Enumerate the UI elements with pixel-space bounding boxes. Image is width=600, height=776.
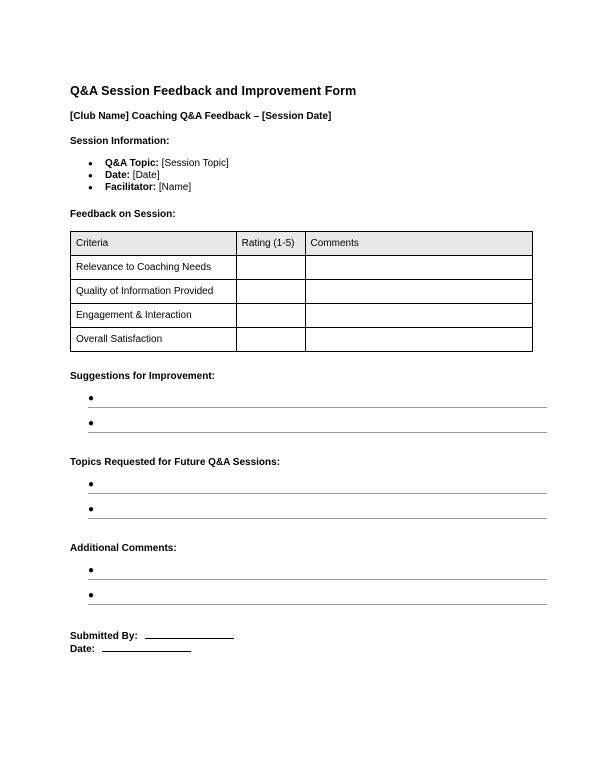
answer-line [88, 579, 547, 580]
table-row [71, 280, 533, 304]
answer-line [88, 604, 547, 605]
comment-line-2[interactable] [88, 591, 547, 605]
additional-comments-heading: Additional Comments: [70, 543, 177, 554]
info-value: [Date] [130, 170, 160, 181]
answer-line [88, 407, 547, 408]
comment-line-1[interactable] [88, 566, 547, 580]
date-row [70, 642, 191, 655]
suggestion-line-2[interactable] [88, 419, 547, 433]
criteria-cell: Overall Satisfaction [71, 328, 237, 352]
date-label: Date: [70, 644, 96, 655]
answer-line [88, 518, 547, 519]
table-row [71, 256, 533, 280]
rating-cell[interactable] [236, 304, 305, 328]
suggestions-heading: Suggestions for Improvement: [70, 371, 216, 382]
criteria-cell: Engagement & Interaction [71, 304, 237, 328]
bullet-icon: ● [88, 504, 95, 515]
table-header-row [71, 232, 533, 256]
column-header-criteria: Criteria [71, 232, 237, 256]
comments-cell[interactable] [305, 328, 532, 352]
bullet-icon: ● [88, 183, 93, 192]
feedback-heading: Feedback on Session: [70, 209, 176, 220]
answer-line [88, 432, 547, 433]
comments-cell[interactable] [305, 256, 532, 280]
bullet-icon: ● [88, 418, 95, 429]
date-field[interactable] [102, 642, 191, 652]
bullet-icon: ● [88, 171, 93, 180]
suggestion-line-1[interactable] [88, 394, 547, 408]
rating-cell[interactable] [236, 256, 305, 280]
topic-line-1[interactable] [88, 480, 547, 494]
list-item [88, 170, 229, 182]
info-label: Facilitator: [105, 182, 157, 193]
rating-cell[interactable] [236, 280, 305, 304]
feedback-table [70, 231, 533, 352]
table-row [71, 304, 533, 328]
criteria-cell: Quality of Information Provided [71, 280, 237, 304]
submitted-by-label: Submitted By: [70, 631, 138, 642]
comments-cell[interactable] [305, 280, 532, 304]
bullet-icon: ● [88, 159, 93, 168]
submitted-by-field[interactable] [145, 629, 234, 639]
table-row [71, 328, 533, 352]
comments-cell[interactable] [305, 304, 532, 328]
session-info-list [88, 158, 229, 194]
info-label: Date: [105, 170, 131, 181]
bullet-icon: ● [88, 565, 95, 576]
answer-line [88, 493, 547, 494]
info-value: [Name] [156, 182, 192, 193]
info-label: Q&A Topic: [105, 158, 159, 169]
document-subtitle: [Club Name] Coaching Q&A Feedback – [Session Date] [70, 111, 332, 122]
bullet-icon: ● [88, 590, 95, 601]
list-item [88, 182, 229, 194]
column-header-comments: Comments [305, 232, 532, 256]
session-info-heading: Session Information: [70, 136, 170, 147]
topic-line-2[interactable] [88, 505, 547, 519]
rating-cell[interactable] [236, 328, 305, 352]
column-header-rating: Rating (1-5) [236, 232, 305, 256]
info-value: [Session Topic] [158, 158, 229, 169]
submitted-by-row [70, 629, 234, 642]
bullet-icon: ● [88, 393, 95, 404]
topics-requested-heading: Topics Requested for Future Q&A Sessions: [70, 457, 281, 468]
list-item [88, 158, 229, 170]
document-title: Q&A Session Feedback and Improvement Form [70, 84, 357, 98]
bullet-icon: ● [88, 479, 95, 490]
criteria-cell: Relevance to Coaching Needs [71, 256, 237, 280]
